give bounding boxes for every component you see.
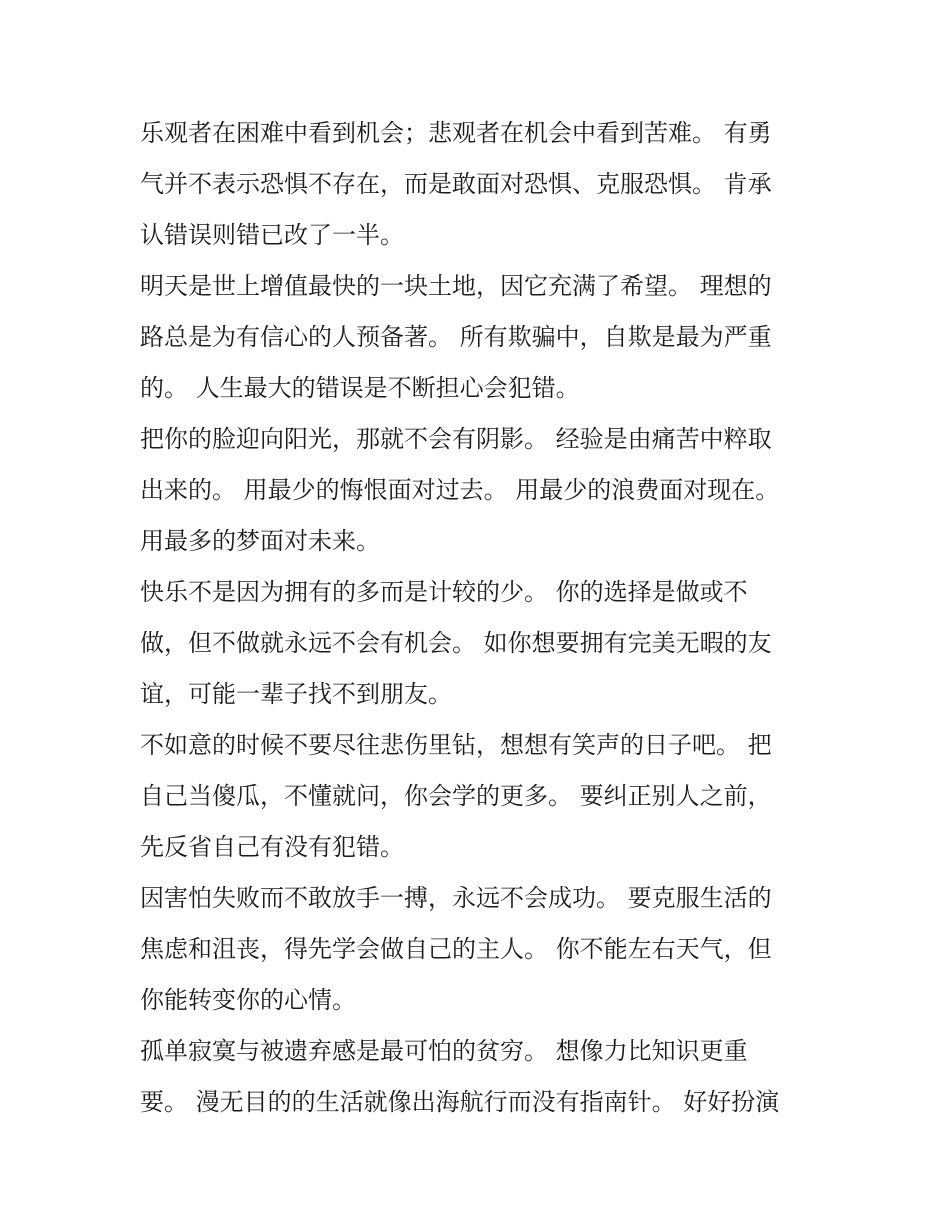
text-line: 先反省自己有没有犯错。: [140, 833, 404, 861]
text-line: 出来的。 用最少的悔恨面对过去。 用最少的浪费面对现在。: [140, 476, 780, 504]
text-line: 乐观者在困难中看到机会；悲观者在机会中看到苦难。 有勇: [140, 119, 772, 147]
text-line: 孤单寂寞与被遗弃感是最可怕的贫穷。 想像力比知识更重: [140, 1037, 748, 1065]
text-line: 谊，可能一辈子找不到朋友。: [140, 680, 452, 708]
text-line: 路总是为有信心的人预备著。 所有欺骗中，自欺是最为严重: [140, 323, 772, 351]
text-line: 焦虑和沮丧，得先学会做自己的主人。 你不能左右天气，但: [140, 935, 772, 963]
text-line: 做，但不做就永远不会有机会。 如你想要拥有完美无暇的友: [140, 629, 772, 657]
text-line: 要。 漫无目的的生活就像出海航行而没有指南针。 好好扮演: [140, 1088, 780, 1116]
text-line: 你能转变你的心情。: [140, 986, 356, 1014]
text-line: 认错误则错已改了一半。: [140, 221, 404, 249]
body-text: [140, 108, 820, 1128]
text-line: 因害怕失败而不敢放手一搏，永远不会成功。 要克服生活的: [140, 884, 772, 912]
text-line: 把你的脸迎向阳光，那就不会有阴影。 经验是由痛苦中粹取: [140, 425, 772, 453]
text-line: 气并不表示恐惧不存在，而是敢面对恐惧、克服恐惧。 肯承: [140, 170, 772, 198]
text-line: 快乐不是因为拥有的多而是计较的少。 你的选择是做或不: [140, 578, 748, 606]
text-line: 的。 人生最大的错误是不断担心会犯错。: [140, 374, 580, 402]
text-line: 用最多的梦面对未来。: [140, 527, 380, 555]
text-line: 明天是世上增值最快的一块土地，因它充满了希望。 理想的: [140, 272, 772, 300]
text-line: 自己当傻瓜，不懂就问，你会学的更多。 要纠正别人之前，: [140, 782, 772, 810]
text-line: 不如意的时候不要尽往悲伤里钻，想想有笑声的日子吧。 把: [140, 731, 772, 759]
